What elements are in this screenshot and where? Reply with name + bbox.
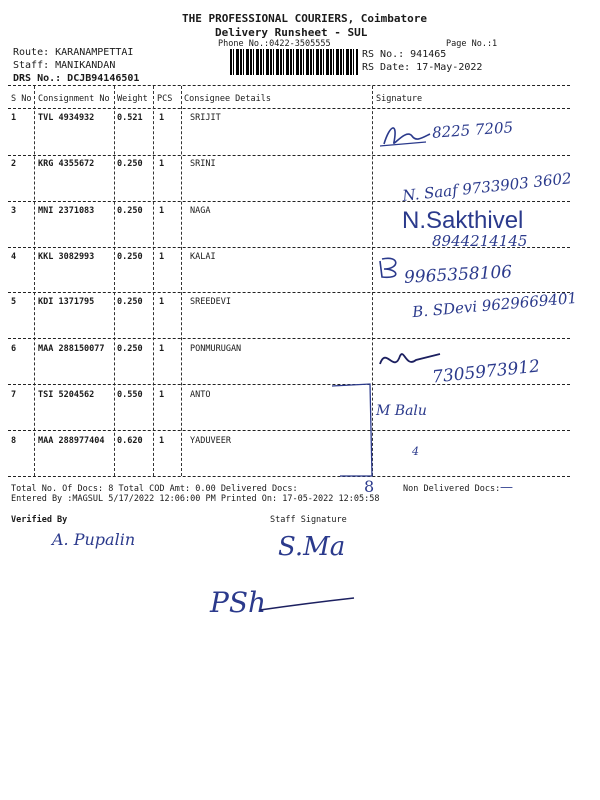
staff: Staff: MANIKANDAN: [13, 60, 116, 71]
handwritten-name-5: B. SDevi 9629669401: [411, 288, 578, 322]
row-divider: [8, 155, 570, 156]
totals-line: Total No. Of Docs: 8 Total COD Amt: 0.00 Delivered Docs:: [11, 484, 298, 494]
table-row-consignee: SRIJIT: [190, 113, 221, 123]
route: Route: KARANAMPETTAI: [13, 47, 134, 58]
staff-signature-label: Staff Signature: [270, 515, 347, 525]
table-row-pcs: 1: [159, 159, 165, 169]
handwritten-phone-6: 7305973912: [431, 356, 541, 388]
table-row-consignee: YADUVEER: [190, 436, 231, 446]
handwritten-phone-4: 9965358106: [403, 262, 513, 288]
row-divider: [8, 338, 570, 339]
staff-signature: S.Ma: [278, 532, 346, 562]
table-row-sno: 6: [11, 344, 17, 354]
handwritten-non-delivered: —: [500, 480, 513, 495]
table-row-consignment: MAA 288150077: [38, 344, 105, 354]
table-row-consignment: KRG 4355672: [38, 159, 95, 169]
column-separator: [181, 86, 182, 476]
entered-printed-line: Entered By :MAGSUL 5/17/2022 12:06:00 PM Printed On: 17-05-2022 12:05:58: [11, 494, 380, 504]
table-row-consignee: ANTO: [190, 390, 211, 400]
column-header-consignee: Consignee Details: [184, 94, 271, 104]
table-row-consignment: MAA 288977404: [38, 436, 105, 446]
drs-number: DRS No.: DCJB94146501: [13, 73, 140, 84]
column-separator: [114, 86, 115, 476]
row-divider: [8, 201, 570, 202]
handwritten-delivered-count: 8: [364, 477, 375, 496]
table-row-weight: 0.250: [117, 159, 143, 169]
table-row-sno: 4: [11, 252, 17, 262]
handwritten-phone-1: 8225 7205: [431, 118, 514, 142]
row-divider: [8, 430, 570, 431]
table-row-pcs: 1: [159, 113, 165, 123]
signature-scribble: [376, 255, 406, 281]
table-row-consignment: MNI 2371083: [38, 206, 95, 216]
verified-by-label: Verified By: [11, 515, 68, 525]
table-row-consignee: PONMURUGAN: [190, 344, 242, 354]
table-row-consignment: KDI 1371795: [38, 297, 95, 307]
handwritten-name-7: M Balu: [376, 403, 427, 419]
table-row-consignee: SRINI: [190, 159, 216, 169]
table-row-consignment: KKL 3082993: [38, 252, 95, 262]
column-separator: [34, 86, 35, 476]
table-row-pcs: 1: [159, 390, 165, 400]
column-header-weight: Weight: [117, 94, 148, 104]
row-divider: [8, 292, 570, 293]
handwritten-phone-2: N. Saaf 9733903 3602: [401, 169, 573, 205]
table-row-weight: 0.250: [117, 206, 143, 216]
bottom-signature: PSh: [210, 586, 267, 619]
signature-scribble: [376, 118, 436, 152]
table-row-sno: 2: [11, 159, 17, 169]
barcode: [230, 49, 358, 75]
column-header-signature: Signature: [376, 94, 423, 104]
table-row-consignee: NAGA: [190, 206, 211, 216]
row-divider: [8, 384, 570, 385]
table-row-weight: 0.620: [117, 436, 143, 446]
table-row-consignee: KALAI: [190, 252, 216, 262]
document-title: THE PROFESSIONAL COURIERS, Coimbatore: [182, 12, 428, 25]
table-row-sno: 7: [11, 390, 17, 400]
table-row-sno: 1: [11, 113, 17, 123]
divider: [8, 85, 570, 86]
column-header-consignment: Consignment No: [38, 94, 110, 104]
table-row-consignment: TVL 4934932: [38, 113, 95, 123]
rs-date: RS Date: 17-May-2022: [362, 62, 483, 73]
table-row-consignee: SREEDEVI: [190, 297, 231, 307]
document-subtitle: Delivery Runsheet - SUL: [215, 26, 368, 39]
rs-number: RS No.: 941465: [362, 49, 447, 60]
table-row-pcs: 1: [159, 252, 165, 262]
divider: [8, 108, 570, 109]
handwritten-name-3: N.Sakthivel: [402, 207, 524, 234]
table-row-weight: 0.250: [117, 344, 143, 354]
column-separator: [153, 86, 154, 476]
signature-underline: [258, 596, 358, 616]
row-divider: [8, 476, 570, 477]
table-row-pcs: 1: [159, 206, 165, 216]
table-row-weight: 0.250: [117, 252, 143, 262]
handwritten-phone-3: 8944214145: [432, 232, 528, 250]
table-row-sno: 5: [11, 297, 17, 307]
table-row-sno: 8: [11, 436, 17, 446]
table-row-weight: 0.250: [117, 297, 143, 307]
table-row-pcs: 1: [159, 297, 165, 307]
phone-number: Phone No.:0422-3505555: [218, 39, 331, 49]
table-row-consignment: TSI 5204562: [38, 390, 95, 400]
column-header-pcs: PCS: [157, 94, 173, 104]
table-row-sno: 3: [11, 206, 17, 216]
page-number: Page No.:1: [446, 39, 498, 49]
bracket-mark: [330, 380, 380, 480]
verified-by-signature: A. Pupalin: [52, 530, 136, 549]
table-row-weight: 0.550: [117, 390, 143, 400]
table-row-weight: 0.521: [117, 113, 143, 123]
table-row-pcs: 1: [159, 344, 165, 354]
table-row-pcs: 1: [159, 436, 165, 446]
column-header-sno: S No: [11, 94, 32, 104]
non-delivered-label: Non Delivered Docs:: [403, 484, 501, 494]
handwritten-mark-8: 4: [412, 445, 419, 458]
